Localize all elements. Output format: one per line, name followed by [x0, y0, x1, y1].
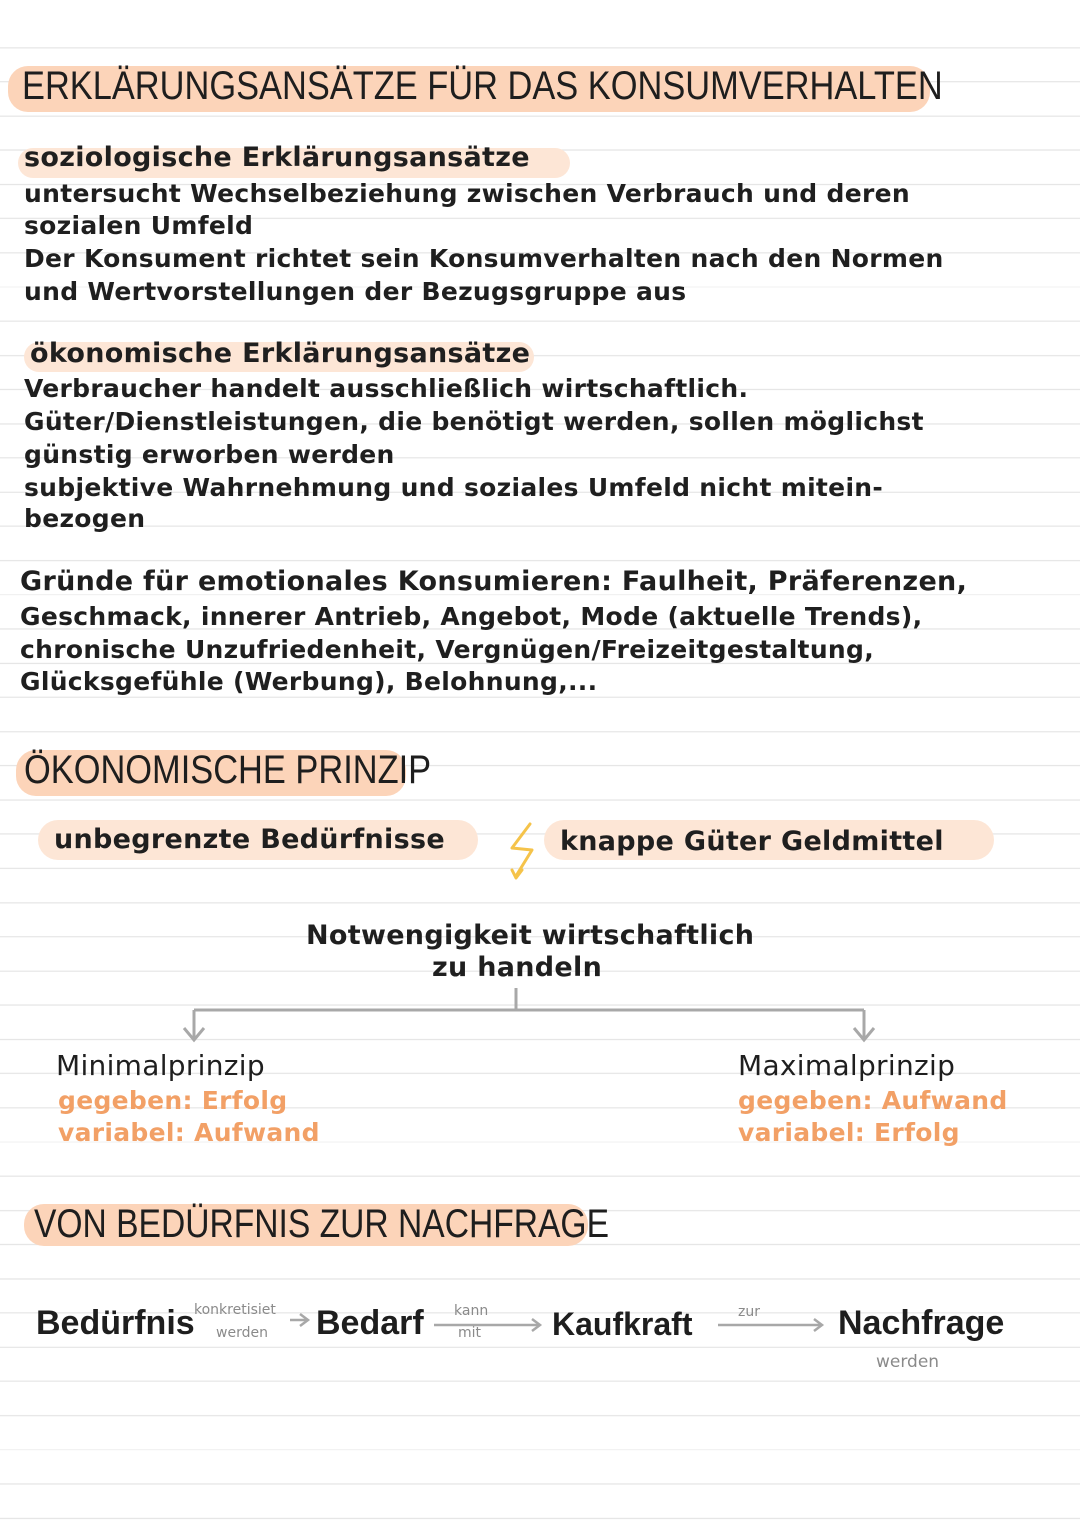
oekonomisch-line-3: günstig erworben werden: [24, 440, 395, 469]
gruende-line-3: chronische Unzufriedenheit, Vergnügen/Freizeitgestaltung,: [20, 635, 875, 664]
step-beduerfnis: Bedürfnis: [36, 1304, 195, 1342]
arrow2-bottom-label: mit: [458, 1325, 482, 1341]
soziologisch-line-4: und Wertvorstellungen der Bezugsgruppe aus: [24, 277, 687, 306]
soziologisch-line-3: Der Konsument richtet sein Konsumverhalten nach den Normen: [24, 244, 944, 273]
minimalprinzip-variable: variabel: Aufwand: [58, 1118, 320, 1147]
oekonomisch-heading: ökonomische Erklärungsansätze: [30, 338, 531, 369]
notwendigkeit-line-1: Notwengigkeit wirtschaftlich: [306, 920, 755, 951]
conflict-bolt-icon: [502, 820, 542, 886]
minimalprinzip-given: gegeben: Erfolg: [58, 1086, 288, 1115]
maximalprinzip-variable: variabel: Erfolg: [738, 1118, 960, 1147]
maximalprinzip-title: Maximalprinzip: [738, 1049, 956, 1082]
oekonomisch-line-5: bezogen: [24, 504, 146, 533]
oekonomisch-line-1: Verbraucher handelt ausschließlich wirtschaftlich.: [24, 374, 749, 403]
gruende-line-2: Geschmack, innerer Antrieb, Angebot, Mode (aktuelle Trends),: [20, 602, 923, 631]
notwendigkeit-line-2: zu handeln: [432, 952, 603, 983]
soziologisch-line-2: sozialen Umfeld: [24, 211, 254, 240]
principle-tree-lines: [180, 988, 880, 1048]
oekonomisch-line-4: subjektive Wahrnehmung und soziales Umfeld nicht mitein-: [24, 473, 884, 502]
arrow-right-icon: [716, 1317, 828, 1333]
soziologisch-line-1: untersucht Wechselbeziehung zwischen Verbrauch und deren: [24, 179, 910, 208]
step-bedarf: Bedarf: [316, 1304, 424, 1342]
step-nachfrage: Nachfrage: [838, 1304, 1005, 1342]
section1-title: ERKLÄRUNGSANSÄTZE FÜR DAS KONSUMVERHALTEN: [22, 64, 943, 108]
nachfrage-bottom-label: werden: [876, 1352, 940, 1372]
minimalprinzip-title: Minimalprinzip: [56, 1049, 265, 1082]
unbegrenzte-beduerfnisse: unbegrenzte Bedürfnisse: [54, 824, 445, 855]
knappe-gueter: knappe Güter Geldmittel: [560, 826, 944, 857]
arrow3-top-label: zur: [738, 1304, 760, 1320]
step-kaufkraft: Kaufkraft: [552, 1306, 693, 1342]
arrow2-top-label: kann: [454, 1303, 489, 1319]
section3-title: VON BEDÜRFNIS ZUR NACHFRAGE: [34, 1202, 609, 1246]
oekonomisch-line-2: Güter/Dienstleistungen, die benötigt werden, sollen möglichst: [24, 407, 924, 436]
arrow1-top-label: konkretisiet: [194, 1302, 276, 1318]
gruende-line-4: Glücksgefühle (Werbung), Belohnung,...: [20, 667, 598, 696]
maximalprinzip-given: gegeben: Aufwand: [738, 1086, 1008, 1115]
soziologisch-heading: soziologische Erklärungsansätze: [24, 142, 530, 173]
arrow1-bottom-label: werden: [216, 1325, 268, 1341]
arrow-right-icon: [432, 1317, 546, 1333]
section2-title: ÖKONOMISCHE PRINZIP: [24, 748, 432, 792]
gruende-line-1: Gründe für emotionales Konsumieren: Faulheit, Präferenzen,: [20, 566, 968, 597]
arrow-right-icon: [194, 1312, 314, 1328]
